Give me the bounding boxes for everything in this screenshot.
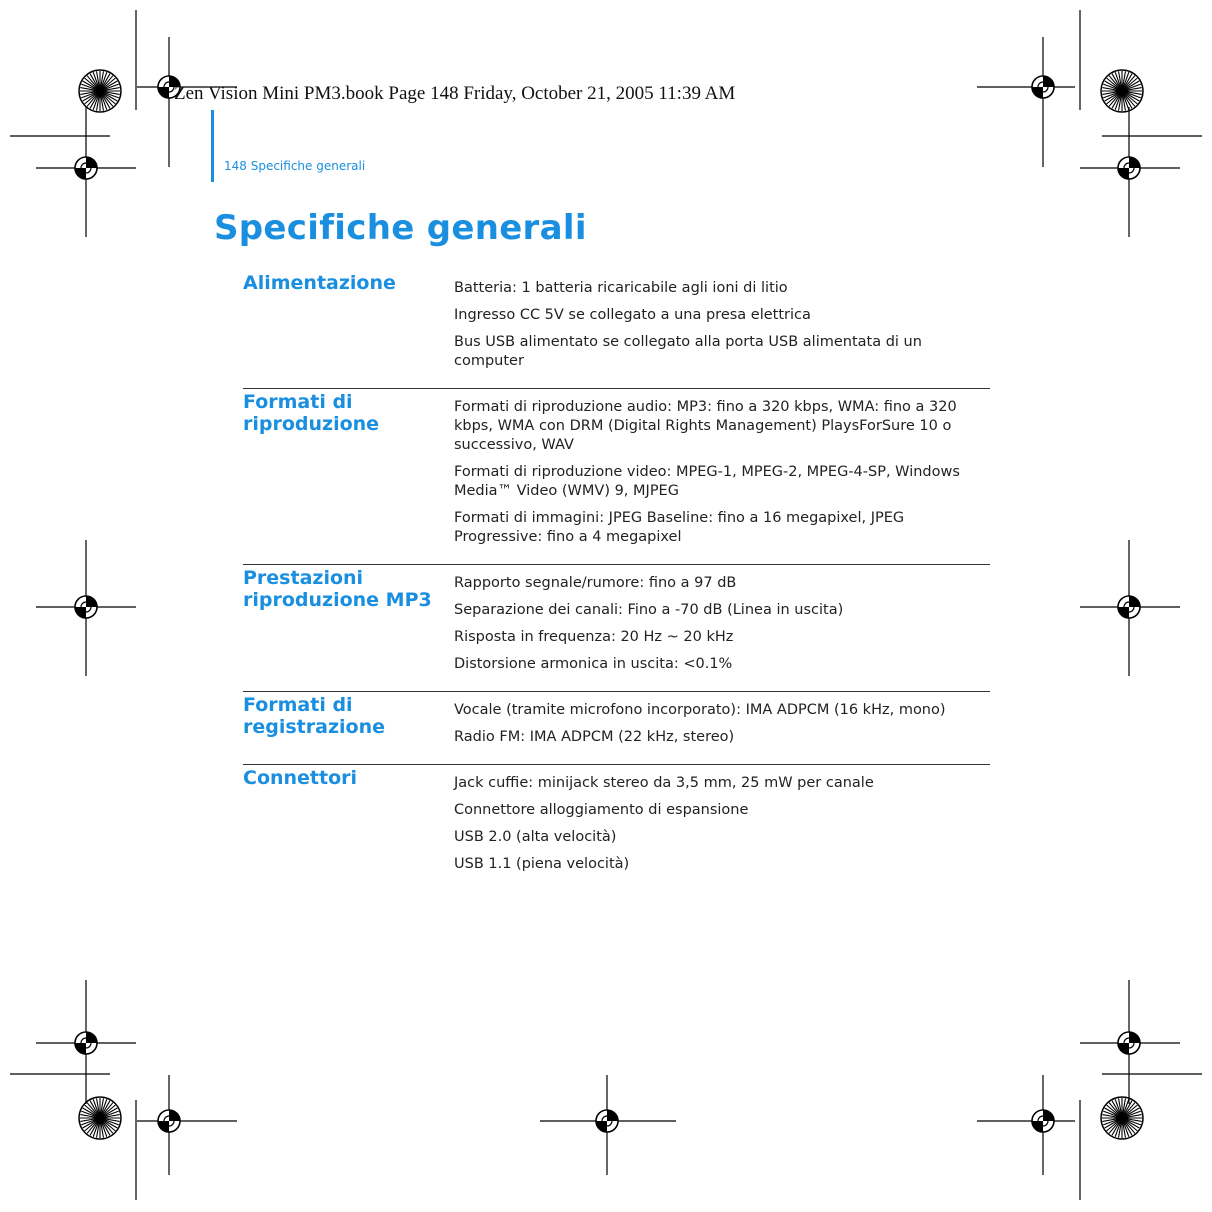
- spec-item: Jack cuffie: minijack stereo da 3,5 mm, 25 mW per canale: [454, 775, 874, 791]
- registration-mark-right-upper: [1118, 157, 1140, 179]
- spec-item: USB 1.1 (piena velocità): [454, 856, 630, 872]
- starburst-mark-top-right: [1101, 70, 1143, 112]
- spec-item: Formati di immagini: JPEG Baseline: fino a 16 megapixel, JPEG Progressive: fino a 4 megapixel: [454, 510, 905, 545]
- spec-section-label: Formati di riproduzione: [243, 391, 380, 435]
- starburst-mark-bottom-left: [79, 1097, 121, 1139]
- starburst-mark-top-left: [79, 70, 121, 112]
- spec-item: Batteria: 1 batteria ricaricabile agli ioni di litio: [454, 280, 788, 296]
- spec-item: Vocale (tramite microfono incorporato): IMA ADPCM (16 kHz, mono): [454, 702, 946, 718]
- starburst-mark-bottom-right: [1101, 1097, 1143, 1139]
- registration-mark-right-middle: [1118, 596, 1140, 618]
- spec-item: Connettore alloggiamento di espansione: [454, 802, 749, 818]
- page-title: Specifiche generali: [214, 208, 587, 248]
- registration-mark-left-lower: [75, 1032, 97, 1054]
- spec-section-label: Formati di registrazione: [243, 694, 385, 738]
- spec-section-label: Prestazioni riproduzione MP3: [243, 567, 432, 611]
- spec-item: USB 2.0 (alta velocità): [454, 829, 617, 845]
- spec-section-label: Alimentazione: [243, 272, 396, 294]
- spec-section-connectors: [243, 764, 990, 891]
- running-head-bar: [211, 110, 214, 182]
- spec-item: Rapporto segnale/rumore: fino a 97 dB: [454, 575, 737, 591]
- spec-item: Ingresso CC 5V se collegato a una presa elettrica: [454, 307, 811, 323]
- registration-mark-bottom-center: [596, 1110, 618, 1132]
- spec-section-playback-formats: [243, 388, 990, 564]
- spec-item: Formati di riproduzione audio: MP3: fino a 320 kbps, WMA: fino a 320 kbps, WMA con DRM (Digital Rights Management) PlaysForSure 10 o successivo, WAV: [454, 399, 957, 453]
- spec-item: Risposta in frequenza: 20 Hz ~ 20 kHz: [454, 629, 734, 645]
- spec-item: Separazione dei canali: Fino a -70 dB (Linea in uscita): [454, 602, 844, 618]
- spec-item: Radio FM: IMA ADPCM (22 kHz, stereo): [454, 729, 735, 745]
- spec-section-label: Connettori: [243, 767, 358, 789]
- spec-item: Formati di riproduzione video: MPEG-1, MPEG-2, MPEG-4-SP, Windows Media™ Video (WMV) 9, MJPEG: [454, 464, 960, 499]
- registration-mark-left-upper: [75, 157, 97, 179]
- running-head: 148 Specifiche generali: [224, 159, 366, 173]
- spec-section-power: [243, 272, 990, 388]
- spec-item: Distorsione armonica in uscita: <0.1%: [454, 656, 733, 672]
- spec-item: Bus USB alimentato se collegato alla porta USB alimentata di un computer: [454, 334, 922, 369]
- registration-mark-bottom-right: [1032, 1110, 1054, 1132]
- registration-mark-right-lower: [1118, 1032, 1140, 1054]
- proof-header-line: Zen Vision Mini PM3.book Page 148 Friday, October 21, 2005 11:39 AM: [174, 83, 736, 104]
- registration-mark-left-middle: [75, 596, 97, 618]
- spec-section-mp3-performance: [243, 564, 990, 691]
- spec-table: [243, 272, 990, 891]
- registration-mark-top-right: [1032, 76, 1054, 98]
- registration-mark-bottom-left: [158, 1110, 180, 1132]
- spec-section-recording-formats: [243, 691, 990, 764]
